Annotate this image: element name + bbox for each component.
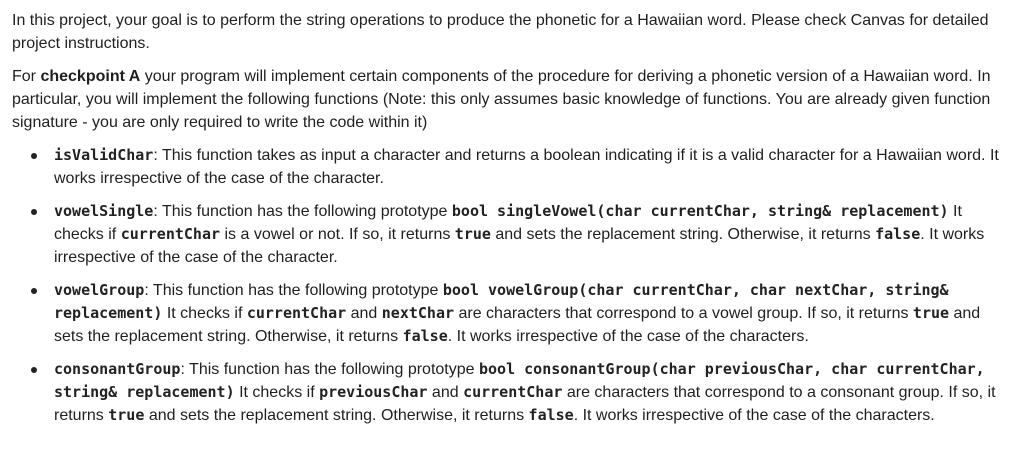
checkpoint-prefix: For (12, 68, 41, 85)
intro-text: In this project, your goal is to perform the string operations to produce the phonetic for a Hawaiian word. Please check Canvas for detailed project instructions. (12, 12, 989, 52)
list-item-vowelsingle (54, 200, 1012, 269)
description-text: are characters that correspond to a vowel group. If so, it returns (454, 305, 913, 322)
description-text: . It works irrespective of the case of the characters. (573, 407, 935, 424)
description-text: and (427, 384, 464, 401)
description-text: It checks if (54, 203, 962, 243)
function-list (12, 144, 1012, 427)
function-name: isValidChar (54, 146, 154, 164)
function-name: vowelGroup (54, 281, 145, 299)
intro-paragraph (12, 9, 1012, 55)
inline-code: true (108, 406, 145, 424)
description-text: and sets the replacement string. Otherwise, it returns (490, 226, 876, 243)
description-text: : This function takes as input a character and returns a boolean indicating if it is a valid character for a Hawaiian word. It works irrespective of the case of the character. (54, 147, 999, 187)
description-text: and sets the replacement string. Otherwise, it returns (144, 407, 529, 424)
function-prototype: bool consonantGroup(char previousChar, char currentChar, string& replacement) (54, 360, 985, 401)
description-text: It checks if (234, 384, 320, 401)
inline-code: false (528, 406, 574, 424)
list-item-consonantgroup (54, 358, 1012, 427)
description-text: It checks if (162, 305, 247, 322)
description-text: and (346, 305, 382, 322)
inline-code: false (875, 225, 921, 243)
inline-code: true (454, 225, 491, 243)
description-text: are characters that correspond to a consonant group. If so, it returns (54, 384, 996, 424)
inline-code: currentChar (120, 225, 221, 243)
inline-code: false (402, 327, 448, 345)
function-prototype: bool vowelGroup(char currentChar, char nextChar, string& replacement) (54, 281, 949, 322)
inline-code: true (912, 304, 950, 322)
description-text: and sets the replacement string. Otherwise, it returns (54, 305, 981, 345)
description-text: : This function has the following prototype (144, 282, 443, 299)
description-text: : This function has the following prototype (153, 203, 452, 220)
list-item-vowelgroup (54, 279, 1012, 348)
checkpoint-text: your program will implement certain components of the procedure for deriving a phonetic version of a Hawaiian word. In particular, you will implement the following functions (Note: this only assumes basic knowledge of functions. You are already given function signature - you are only required to write the code within it) (12, 68, 991, 131)
inline-code: currentChar (463, 383, 563, 401)
function-name: vowelSingle (54, 202, 154, 220)
description-text: . It works irrespective of the case of the characters. (447, 328, 809, 345)
list-item-isvalidchar (54, 144, 1012, 190)
checkpoint-label: checkpoint A (40, 68, 141, 85)
function-prototype: bool singleVowel(char currentChar, string& replacement) (451, 202, 949, 220)
description-text: is a vowel or not. If so, it returns (220, 226, 455, 243)
inline-code: currentChar (246, 304, 347, 322)
inline-code: previousChar (319, 383, 428, 401)
inline-code: nextChar (381, 304, 455, 322)
description-text: . It works irrespective of the case of the character. (54, 226, 985, 266)
checkpoint-paragraph (12, 65, 1012, 134)
function-name: consonantGroup (54, 360, 181, 378)
description-text: : This function has the following prototype (180, 361, 479, 378)
